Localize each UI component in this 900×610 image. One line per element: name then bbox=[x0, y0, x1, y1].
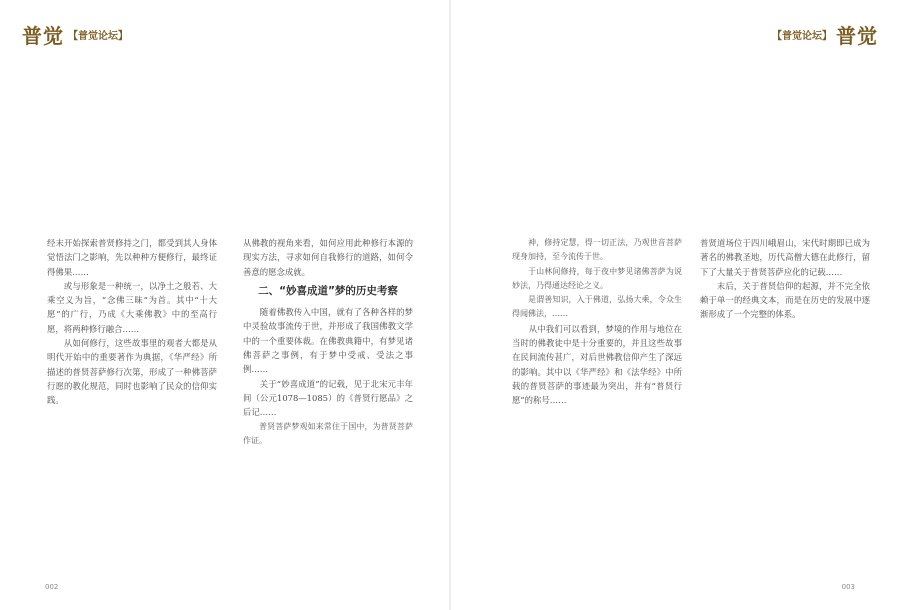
column-1 bbox=[47, 236, 217, 408]
right-header bbox=[772, 20, 878, 49]
paragraph: 经末开始探索普贤修持之门，都受到其人身体觉悟法门之影响，先以种种方便修行，最终证得佛果…… bbox=[47, 238, 217, 277]
paragraph: 从如何修行，这些故事里的观者大都是从明代开始中的重要著作为典据，《华严经》所描述的普贤菩萨修行次第，形成了一种佛菩萨行愿的教化规范，同时也影响了民众的信仰实践。 bbox=[47, 338, 217, 406]
column-2 bbox=[243, 236, 413, 448]
quotation-line: 普贤菩萨梦观如来常住于国中，为普贤菩萨作证。 bbox=[243, 421, 413, 445]
quotation bbox=[243, 420, 413, 449]
quotation-line: 于山林间修持，每于夜中梦见诸佛菩萨为说妙法，乃得通达经论之义。 bbox=[512, 266, 682, 290]
section-title: 二、“妙喜成道”梦的历史考察 bbox=[258, 284, 398, 297]
paragraph: 从佛教的视角来看，如何应用此种修行本源的现实方法，寻求如何自我修行的道路，如何令善意的愿念成就。 bbox=[243, 238, 413, 277]
right-logo: 普觉 bbox=[836, 24, 878, 48]
column-3 bbox=[512, 236, 682, 408]
page-number-right: 003 bbox=[841, 583, 855, 591]
right-column-label: 【普觉论坛】 bbox=[772, 31, 832, 42]
quotation-line: 神，修持定慧，得一切正法，乃观世音菩萨现身加持，至今流传于世。 bbox=[512, 238, 682, 262]
column-4 bbox=[700, 236, 870, 322]
left-logo: 普觉 bbox=[22, 24, 64, 48]
quotation-block bbox=[512, 236, 682, 322]
left-column-label: 【普觉论坛】 bbox=[68, 31, 128, 42]
paragraph: 随着佛教传入中国，就有了各种各样的梦中灵验故事流传于世，并形成了我国佛教文学中的一个重要体裁。在佛教典籍中，有梦见诸佛菩萨之事例，有于梦中受戒、受法之事例…… bbox=[243, 307, 413, 375]
paragraph: 普贤道场位于四川峨眉山，宋代时期即已成为著名的佛教圣地，历代高僧大德在此修行，留下了大量关于普贤菩萨应化的记载…… bbox=[700, 238, 870, 277]
paragraph: 从中我们可以看到，梦境的作用与地位在当时的佛教徒中是十分重要的，并且这些故事在民间流传甚广，对后世佛教信仰产生了深远的影响。其中以《华严经》和《法华经》中所载的普贤菩萨的事迹最为突出，并有“普贤行愿”的称号…… bbox=[512, 323, 682, 406]
paragraph: 末后，关于普贤信仰的起源，并不完全依赖于单一的经典文本，而是在历史的发展中逐渐形成了一个完整的体系。 bbox=[700, 280, 870, 320]
paragraph: 或与形象是一种统一，以净土之般若、大乘空义为旨，“念佛三昧”为首。其中“十大愿”的广行，乃成《大乘佛教》中的至高行愿，将两种修行融合…… bbox=[47, 280, 217, 334]
paragraph: 关于“妙喜成道”的记载，见于北宋元丰年间（公元1078—1085）的《普贤行愿品》之后记…… bbox=[243, 378, 413, 418]
left-header bbox=[22, 20, 128, 49]
quotation-line: 是谓善知识，入于佛道，弘扬大乘，令众生得闻佛法，…… bbox=[512, 295, 682, 319]
page-number-left: 002 bbox=[45, 583, 59, 591]
